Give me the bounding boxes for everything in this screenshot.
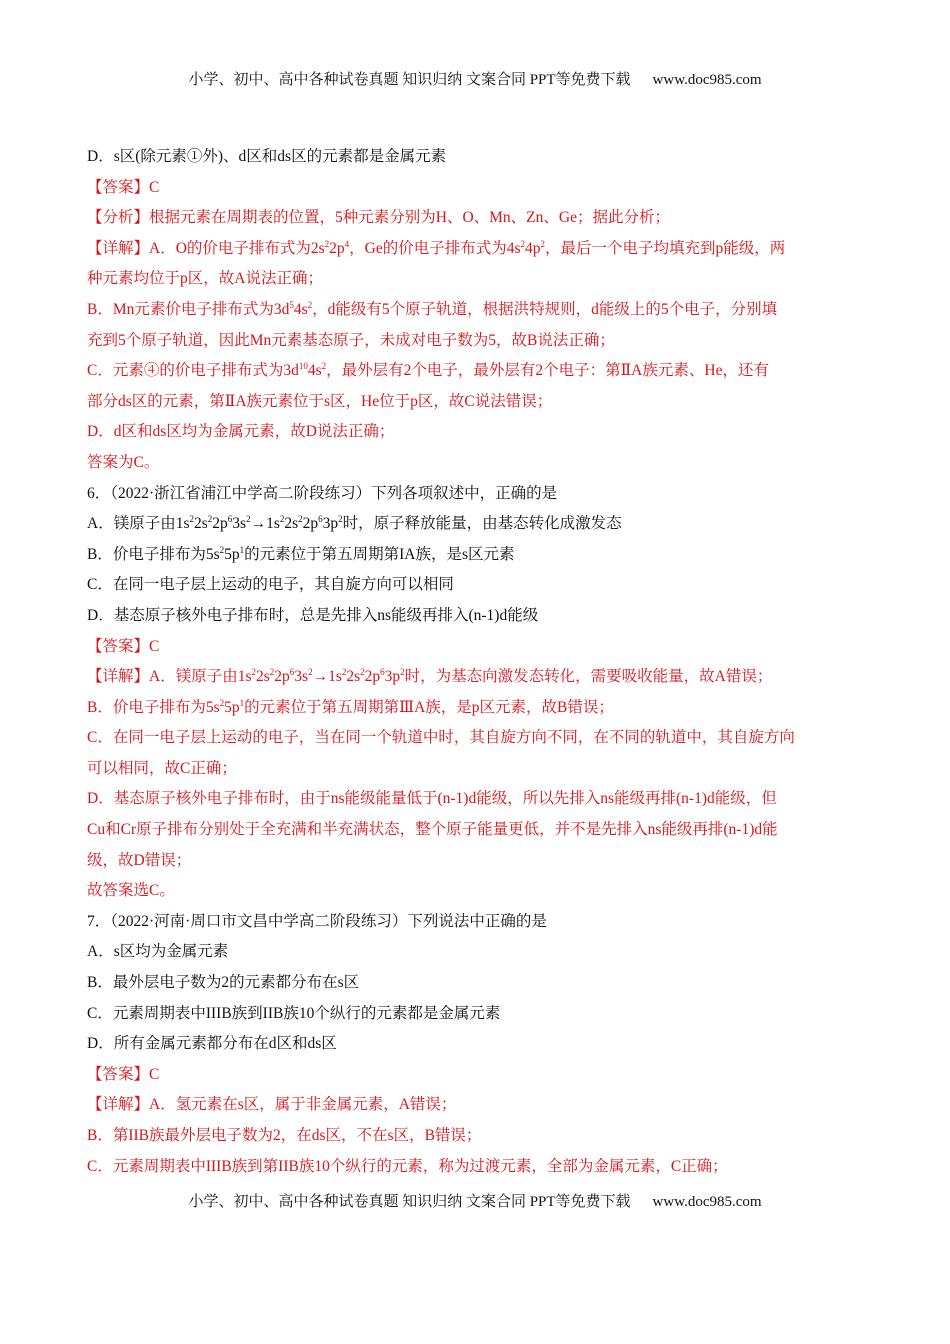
q7-detail-b: B．第IIB族最外层电子数为2，在ds区，不在s区，B错误； (87, 1127, 482, 1144)
footer-text: 小学、初中、高中各种试卷真题 知识归纳 文案合同 PPT等免费下载 (188, 1194, 631, 1210)
page-header (0, 68, 950, 89)
q5-detail-c-line1: C．元素④的价电子排布式为$3d^{10}4s^2$，最外层有2个电子，最外层有2个电子：第ⅡA族元素、He，还有 (87, 361, 769, 380)
q6-option-b: B．价电子排布为$5s^25p^1$的元素位于第五周期第IA族，是s区元素 (87, 544, 515, 563)
q6-option-c: C．在同一电子层上运动的电子，其自旋方向可以相同 (87, 576, 454, 594)
q6-stem: 6．（2022·浙江省浦江中学高二阶段练习）下列各项叙述中，正确的是 (87, 484, 558, 502)
q5-analysis: 【分析】根据元素在周期表的位置，5种元素分别为H、O、Mn、Zn、Ge；据此分析； (87, 209, 670, 227)
q5-detail-a-line1: 【详解】A．O的价电子排布式为$2s^22p^4$，Ge的价电子排布式为$4s^24p^2$，最后一个电子均填充到p能级，两 (87, 238, 786, 257)
q5-detail-d: D．d区和ds区均为金属元素，故D说法正确； (87, 423, 395, 441)
q5-conclusion: 答案为C。 (87, 453, 160, 471)
q7-option-a: A．s区均为金属元素 (87, 943, 229, 961)
q6-detail-d-line2: Cu和Cr原子排布分别处于全充满和半充满状态，整个原子能量更低，并不是先排入ns能级再排(n-1)d能 (87, 821, 778, 839)
q5-detail-b-line2: 充到5个原子轨道，因此Mn元素基态原子，未成对电子数为5，故B说法正确； (87, 331, 615, 349)
q6-answer: 【答案】C (87, 637, 160, 655)
q6-option-d: D．基态原子核外电子排布时，总是先排入ns能级再排入(n-1)d能级 (87, 606, 539, 624)
footer-site-link[interactable]: www.doc985.com (652, 1194, 762, 1210)
q5-detail-a-line2: 种元素均位于p区，故A说法正确； (87, 270, 323, 288)
q7-option-c: C．元素周期表中IIIB族到IIB族10个纵行的元素都是金属元素 (87, 1004, 501, 1022)
q6-detail-b: B．价电子排布为$5s^25p^1$的元素位于第五周期第ⅢA族，是p区元素，故B错误； (87, 697, 614, 716)
q6-detail-a: 【详解】A．镁原子由$1s^22s^22p^63s^2\to 1s^22s^22p^63p^2$时，为基态向激发态转化，需要吸收能量，故A错误； (87, 667, 773, 686)
q7-detail-a: 【详解】A．氢元素在s区，属于非金属元素，A错误； (87, 1096, 457, 1114)
q6-option-a: A．镁原子由$1s^22s^22p^63s^2\to 1s^22s^22p^63p^2$时，原子释放能量，由基态转化成激发态 (87, 514, 622, 533)
q7-option-b: B．最外层电子数为2的元素都分布在s区 (87, 974, 360, 992)
q5-detail-b-line1: B．Mn元素价电子排布式为$3d^54s^2$，d能级有5个原子轨道，根据洪特规则，d能级上的5个电子，分别填 (87, 299, 778, 318)
q5-answer: 【答案】C (87, 178, 160, 196)
q7-answer: 【答案】C (87, 1065, 160, 1083)
q5-detail-c-line2: 部分ds区的元素，第ⅡA族元素位于s区，He位于p区，故C说法错误； (87, 392, 553, 410)
q6-detail-d-line3: 级，故D错误； (87, 851, 192, 869)
q5-option-d: D．s区(除元素①外)、d区和ds区的元素都是金属元素 (87, 148, 447, 165)
q7-stem: 7．（2022·河南·周口市文昌中学高二阶段练习）下列说法中正确的是 (87, 912, 547, 930)
q6-detail-c-line2: 可以相同，故C正确； (87, 759, 237, 777)
header-text: 小学、初中、高中各种试卷真题 知识归纳 文案合同 PPT等免费下载 (188, 72, 631, 88)
document-body (87, 142, 867, 1182)
header-site-link[interactable]: www.doc985.com (652, 72, 762, 88)
q7-option-d: D．所有金属元素都分布在d区和ds区 (87, 1035, 337, 1053)
page-footer (0, 1190, 950, 1211)
q6-detail-c-line1: C．在同一电子层上运动的电子，当在同一个轨道中时，其自旋方向不同，在不同的轨道中，其自旋方向 (87, 729, 795, 747)
q6-detail-d-line1: D．基态原子核外电子排布时，由于ns能级能量低于(n-1)d能级，所以先排入ns能级再排(n-1)d能级，但 (87, 790, 777, 808)
q6-conclusion: 故答案选C。 (87, 882, 175, 900)
q7-detail-c: C．元素周期表中IIIB族到第IIB族10个纵行的元素，称为过渡元素，全部为金属元素，C正确； (87, 1157, 728, 1175)
